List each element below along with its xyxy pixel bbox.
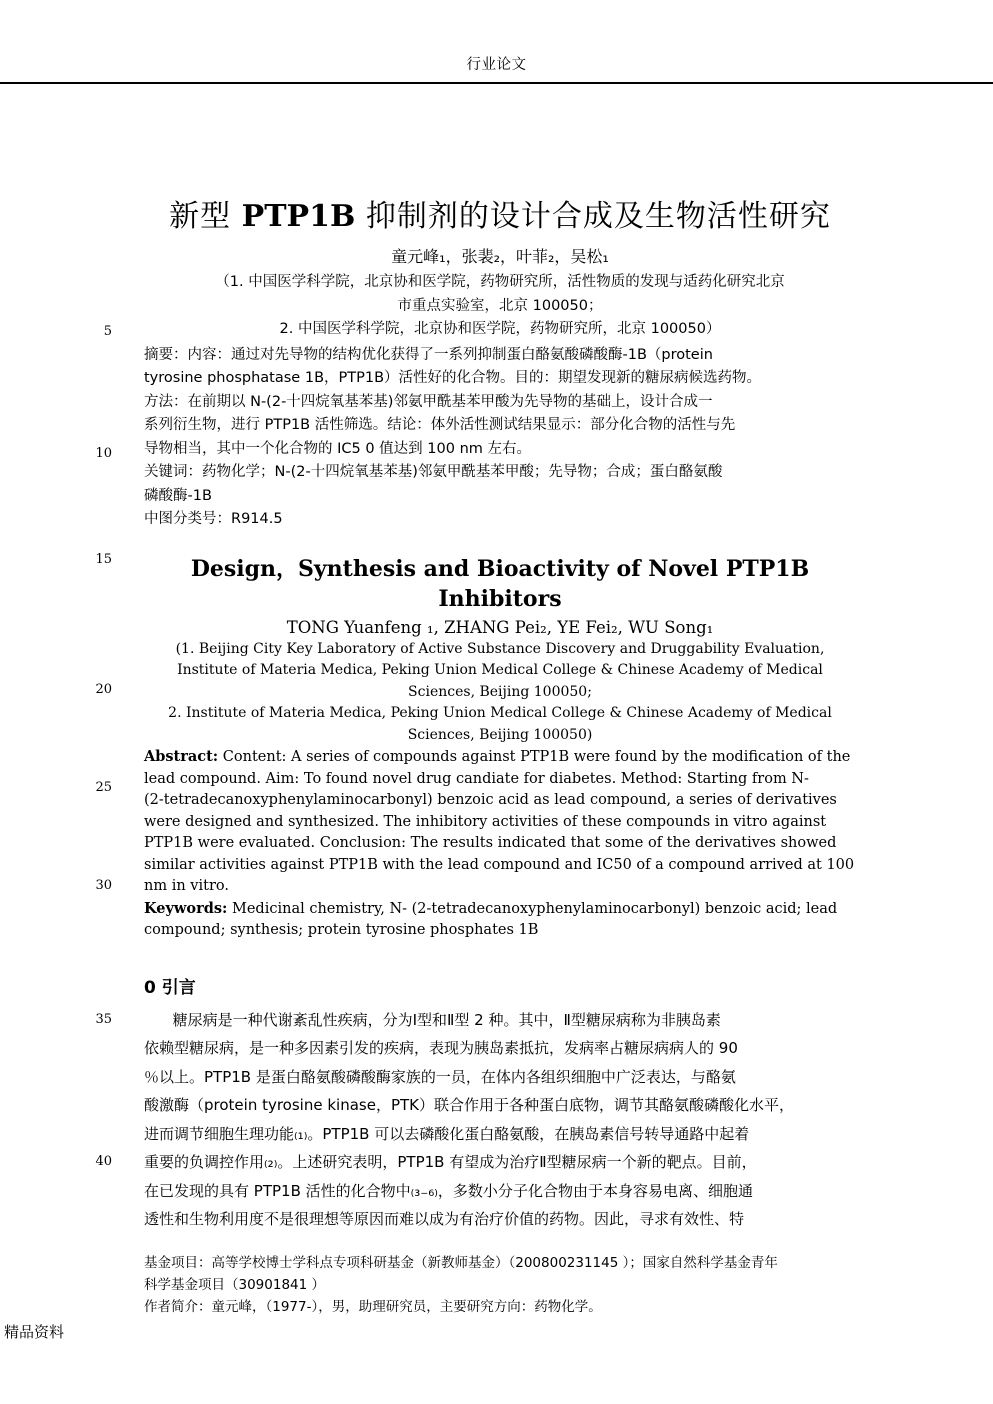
english-abstract	[144, 746, 856, 942]
introduction-paragraph	[144, 1006, 856, 1234]
abstract-line: 摘要：内容：通过对先导物的结构优化获得了一系列抑制蛋白酪氨酸磷酸酶-1B（protein	[144, 346, 713, 363]
affiliation-line: 2. Institute of Materia Medica, Peking Union Medical College & Chinese Academy of Medical	[168, 705, 832, 721]
funding-line: 基金项目：高等学校博士学科点专项科研基金（新教师基金）（200800231145 ）；国家自然科学基金青年	[144, 1255, 778, 1271]
keywords-line: 磷酸酶-1B	[144, 487, 212, 504]
document-content	[144, 196, 856, 1234]
running-header: 行业论文	[466, 57, 527, 73]
section-heading-introduction: 0 引言	[144, 977, 196, 998]
body-line: 透性和生物利用度不是很理想等原因而难以成为有治疗价值的药物。因此，寻求有效性、特	[144, 1210, 745, 1228]
abstract-label: Abstract:	[144, 748, 219, 765]
abstract-line: nm in vitro.	[144, 878, 229, 894]
abstract-line: Content: A series of compounds against PTP1B were found by the modification of the	[218, 749, 851, 765]
affiliation-line: (1. Beijing City Key Laboratory of Active Substance Discovery and Druggability Evaluation,	[175, 640, 825, 657]
body-line: ％以上。PTP1B 是蛋白酪氨酸磷酸酶家族的一员，在体内各组织细胞中广泛表达，与酪氨	[144, 1067, 736, 1086]
abstract-line: tyrosine phosphatase 1B，PTP1B）活性好的化合物。目的：期望发现新的糖尿病候选药物。	[144, 370, 762, 386]
line-number: 30	[95, 878, 112, 893]
body-line: 重要的负调控作用₍₂₎。上述研究表明，PTP1B 有望成为治疗Ⅱ型糖尿病一个新的靶点。目前，	[144, 1153, 757, 1171]
line-number: 40	[95, 1154, 112, 1169]
line-number: 5	[103, 324, 112, 339]
english-title: Design，Synthesis and Bioactivity of Novel PTP1B Inhibitors	[190, 555, 810, 612]
body-line: 在已发现的具有 PTP1B 活性的化合物中₍₃₋₆₎，多数小分子化合物由于本身容易电离、细胞通	[144, 1181, 753, 1200]
affiliation-line: Institute of Materia Medica, Peking Union Medical College & Chinese Academy of Medical	[177, 662, 823, 678]
body-line: 依赖型糖尿病，是一种多因素引发的疾病，表现为胰岛素抵抗，发病率占糖尿病病人的 90	[144, 1039, 738, 1057]
chinese-abstract	[144, 344, 856, 532]
affiliation-line: Sciences, Beijing 100050)	[407, 726, 593, 743]
watermark-text: 精品资料	[4, 1323, 65, 1341]
chinese-title-acronym: PTP1B	[241, 199, 356, 234]
line-number: 10	[95, 446, 112, 461]
english-authors: TONG Yuanfeng ₁, ZHANG Pei₂, YE Fei₂, WU Song₁	[286, 617, 714, 637]
abstract-line: 系列衍生物，进行 PTP1B 活性筛选。结论：体外活性测试结果显示：部分化合物的活性与先	[144, 417, 736, 433]
funding-line: 科学基金项目（30901841 ）	[144, 1277, 326, 1293]
line-number: 20	[95, 682, 112, 697]
abstract-line: (2-tetradecanoxyphenylaminocarbonyl) benzoic acid as lead compound, a series of derivatives	[144, 792, 837, 808]
chinese-title-prefix: 新型	[169, 199, 242, 234]
abstract-line: similar activities against PTP1B with the lead compound and IC50 of a compound arrived at 100	[144, 856, 855, 873]
abstract-line: were designed and synthesized. The inhibitory activities of these compounds in vitro against	[144, 813, 827, 830]
header-divider	[0, 82, 993, 84]
affiliation-line: 市重点实验室，北京 100050；	[397, 297, 603, 314]
chinese-authors: 童元峰₁，张裴₂，叶菲₂，吴松₁	[391, 247, 609, 266]
chinese-affiliations	[144, 271, 856, 342]
line-number: 25	[95, 780, 112, 795]
classification-number: 中图分类号：R914.5	[144, 511, 283, 527]
keywords-label: Keywords:	[144, 899, 228, 917]
line-number-gutter	[0, 196, 134, 1256]
abstract-line: 方法：在前期以 N-(2-十四烷氧基苯基)邻氨甲酰基苯甲酸为先导物的基础上，设计合成一	[144, 393, 713, 410]
author-bio-line: 作者简介：童元峰，（1977-），男，助理研究员，主要研究方向：药物化学。	[144, 1299, 602, 1315]
line-number: 35	[95, 1012, 112, 1027]
keywords-line: Medicinal chemistry, N- (2-tetradecanoxyphenylaminocarbonyl) benzoic acid; lead	[227, 900, 838, 917]
body-line: 进而调节细胞生理功能₍₁₎。PTP1B 可以去磷酸化蛋白酪氨酸，在胰岛素信号转导通路中起着	[144, 1124, 750, 1143]
affiliation-line: 2. 中国医学科学院，北京协和医学院，药物研究所，北京 100050）	[279, 321, 721, 337]
english-affiliations	[144, 639, 856, 747]
footnote-block	[144, 1252, 864, 1318]
abstract-line: PTP1B were evaluated. Conclusion: The results indicated that some of the derivatives showed	[144, 835, 837, 851]
body-line: 糖尿病是一种代谢紊乱性疾病，分为Ⅰ型和Ⅱ型 2 种。其中，Ⅱ型糖尿病称为非胰岛素	[144, 1010, 721, 1029]
body-line: 酸激酶（protein tyrosine kinase，PTK）联合作用于各种蛋白底物，调节其酪氨酸磷酸化水平，	[144, 1096, 794, 1114]
abstract-line: lead compound. Aim: To found novel drug candiate for diabetes. Method: Starting from N-	[144, 770, 809, 787]
affiliation-line: Sciences, Beijing 100050;	[408, 683, 592, 700]
keywords-line: compound; synthesis; protein tyrosine phosphates 1B	[144, 922, 539, 938]
chinese-title	[144, 196, 856, 237]
affiliation-line: （1. 中国医学科学院，北京协和医学院，药物研究所，活性物质的发现与适药化研究北京	[215, 274, 785, 290]
abstract-line: 导物相当，其中一个化合物的 IC5 0 值达到 100 nm 左右。	[144, 440, 531, 457]
keywords-line: 关键词：药物化学；N-(2-十四烷氧基苯基)邻氨甲酰基苯甲酸；先导物；合成；蛋白酪氨酸	[144, 464, 723, 480]
chinese-title-suffix: 抑制剂的设计合成及生物活性研究	[355, 199, 831, 234]
line-number: 15	[95, 552, 112, 567]
